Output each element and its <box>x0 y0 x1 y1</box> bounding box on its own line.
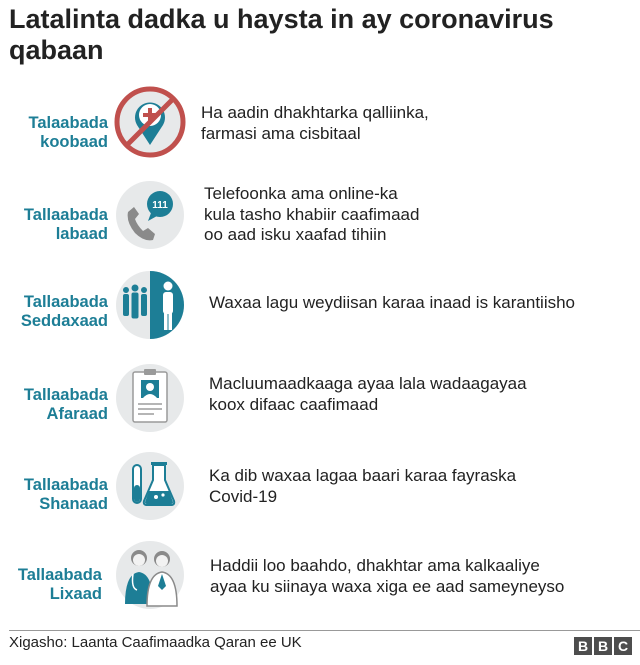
step-description: Macluumaadkaaga ayaa lala wadaagayaa koox difaac caafimaad <box>209 374 527 414</box>
phone-111-icon <box>113 178 187 252</box>
phone-number-text: 111 <box>152 200 168 211</box>
step-label: Tallaabada Shanaad <box>23 476 108 513</box>
step-label: Tallaabada Lixaad <box>17 566 102 603</box>
step-description: Haddii loo baahdo, dhakhtar ama kalkaaliye ayaa ku siinaya waxa xiga ee aad sameyneyso <box>210 556 565 596</box>
no-clinic-visit-icon <box>113 85 187 159</box>
step-description: Waxaa lagu weydiisan karaa inaad is karantiisho <box>209 293 576 312</box>
logo-letter: B <box>594 637 612 655</box>
isolation-icon <box>113 268 187 342</box>
page-title: Latalinta dadka u haysta in ay coronavirus qabaan <box>9 4 554 65</box>
step-label: Tallaabada Seddaxaad <box>20 293 108 330</box>
step-6 <box>0 538 640 618</box>
lab-test-icon <box>113 449 187 523</box>
step-description: Telefoonka ama online-ka kula tasho khabiir caafimaad oo aad isku xaafad tihiin <box>204 184 420 244</box>
step-1 <box>0 82 640 162</box>
step-5 <box>0 448 640 528</box>
medical-record-icon <box>113 361 187 435</box>
bbc-logo <box>574 637 632 655</box>
step-2 <box>0 175 640 255</box>
source-note: Xigasho: Laanta Caafimaadka Qaran ee UK <box>9 634 302 651</box>
step-label: Talaabada koobaad <box>28 114 108 151</box>
footer-divider <box>9 630 640 631</box>
step-description: Ha aadin dhakhtarka qalliinka, farmasi ama cisbitaal <box>201 103 429 143</box>
step-label: Tallaabada labaad <box>23 206 108 243</box>
logo-letter: C <box>614 637 632 655</box>
step-label: Tallaabada Afaraad <box>23 386 108 423</box>
logo-letter: B <box>574 637 592 655</box>
step-4 <box>0 358 640 438</box>
doctor-nurse-icon <box>113 538 187 612</box>
step-description: Ka dib waxaa lagaa baari karaa fayraska Covid-19 <box>209 466 517 506</box>
step-3 <box>0 265 640 345</box>
